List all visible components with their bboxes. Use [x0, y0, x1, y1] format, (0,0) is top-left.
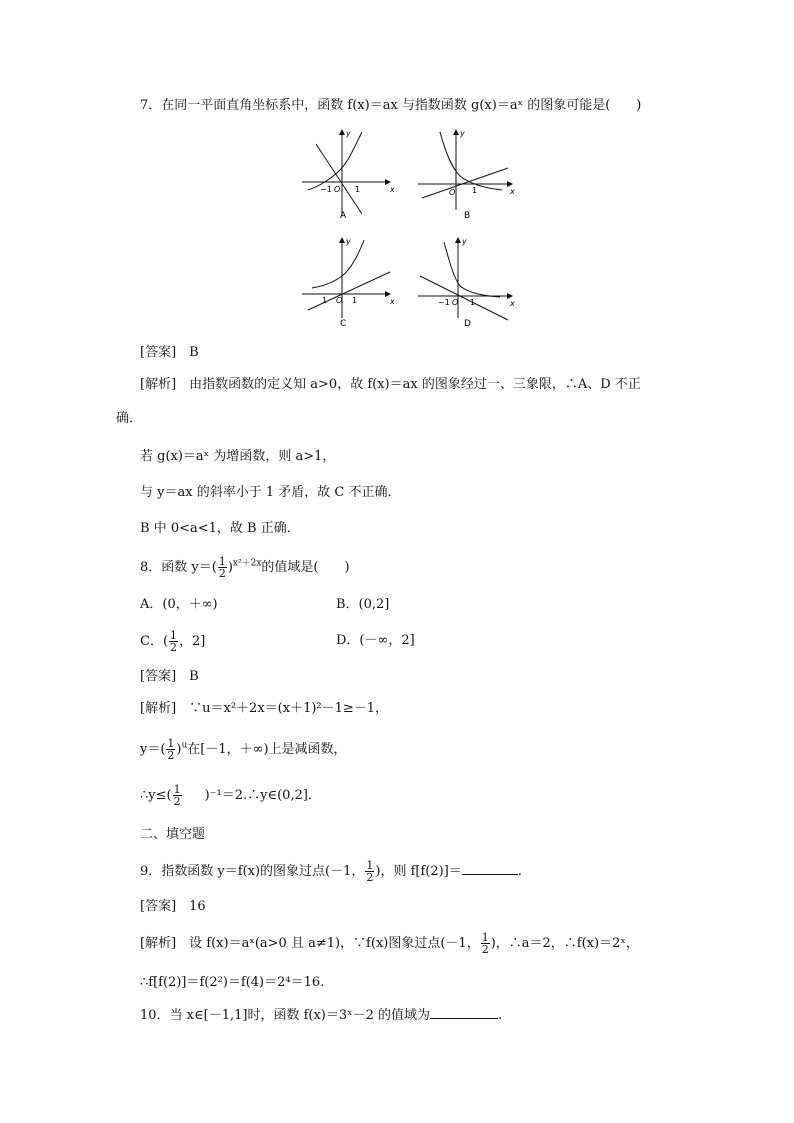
- graph-b: [416, 126, 520, 222]
- q8-analysis-3-num: 1: [173, 783, 181, 796]
- graph-b-tick-1: 1: [472, 186, 478, 195]
- q9-stem-post: )，则 f[f(2)]＝: [375, 864, 462, 879]
- graph-b-x-label: x: [510, 187, 515, 196]
- graph-a: [300, 126, 400, 222]
- q9-stem: [140, 860, 522, 883]
- q9-analysis-1-pre: [解析] 设 f(x)＝aˣ(a>0 且 a≠1)，∵f(x)图象过点(－1，: [140, 936, 480, 951]
- q8-option-a: A．(0，＋∞): [140, 597, 218, 612]
- q9-fraction: [365, 860, 374, 883]
- graph-b-label: B: [464, 211, 471, 221]
- q8-stem: 8．函数 y＝( $\frac{1}{2}$ )$^{x^2+2x}$的值域是( ): [140, 555, 350, 580]
- q8-stem-pre: 8．函数 y＝(: [140, 560, 217, 575]
- graph-b-y-label: y: [460, 129, 465, 138]
- q8-analysis-3-fraction: [173, 784, 182, 807]
- q7-analysis-1: [解析] 由指数函数的定义知 a>0，故 f(x)＝ax 的图象经过一、三象限，∴A、D 不正: [140, 377, 641, 392]
- q8-frac-den: 2: [218, 567, 226, 580]
- graph-a-x-label: x: [390, 185, 395, 194]
- q8-analysis-2-exp: u: [181, 740, 188, 751]
- q9-analysis-1: [140, 932, 639, 955]
- graph-c-origin: O: [336, 296, 343, 305]
- graph-d-tick-neg1: −1: [438, 298, 450, 307]
- q8-analysis-2-pre: y＝(: [140, 742, 166, 757]
- section-title-fill-in: 二、填空题: [140, 827, 206, 842]
- graph-a-label: A: [340, 211, 347, 221]
- q9-answer-blank[interactable]: [462, 862, 518, 875]
- q10-stem-text: 10．当 x∈[－1,1]时，函数 f(x)＝3ˣ－2 的值域为: [140, 1008, 431, 1023]
- q9-frac-num: 1: [366, 859, 374, 872]
- graph-a-origin: O: [334, 185, 341, 194]
- graph-c-tick-neg: 1: [322, 296, 328, 305]
- q8-analysis-1: [解析] ∵u＝x²＋2x＝(x＋1)²－1≥－1，: [140, 701, 389, 716]
- graph-d-tick-1: 1: [470, 298, 476, 307]
- q7-answer: [答案] B: [140, 345, 199, 360]
- q8-option-b: B．(0,2]: [336, 597, 390, 612]
- q7-analysis-5: B 中 0<a<1，故 B 正确．: [140, 521, 300, 536]
- q10-stem-end: .: [498, 1008, 503, 1023]
- q8-analysis-3: [140, 784, 321, 807]
- graph-d-y-label: y: [462, 237, 467, 246]
- q8-fraction: [218, 556, 227, 579]
- q8-option-c-pre: C．(: [140, 634, 169, 649]
- q8-option-c: [140, 630, 205, 653]
- q9-stem-pre: 9．指数函数 y＝f(x)的图象过点(－1，: [140, 864, 365, 879]
- q8-exponent: x²＋2x: [232, 558, 262, 569]
- q9-answer: [答案] 16: [140, 899, 206, 914]
- q8-analysis-2-fraction: [166, 738, 175, 761]
- q8-option-c-den: 2: [170, 641, 178, 654]
- q8-answer: [答案] B: [140, 669, 199, 684]
- graph-d-origin: O: [452, 298, 459, 307]
- q8-analysis-2-den: 2: [167, 749, 175, 762]
- graph-d: [416, 234, 520, 330]
- q8-stem-post: 的值域是( ): [261, 560, 350, 575]
- q7-analysis-3: 若 g(x)＝aˣ 为增函数，则 a>1，: [140, 449, 336, 464]
- q8-frac-num: 1: [218, 555, 226, 568]
- q8-option-c-fraction: [169, 630, 178, 653]
- q8-analysis-3-post: )⁻¹＝2.∴y∈(0,2]．: [204, 788, 321, 803]
- q10-stem: [140, 1006, 502, 1025]
- q8-analysis-2: y＝( $\frac{1}{2}$ )$^u$在[－1，＋∞)上是减函数，: [140, 737, 347, 762]
- q9-frac-den: 2: [366, 871, 374, 884]
- q8-analysis-3-pre: ∴y≤(: [140, 788, 172, 803]
- q8-analysis-3-den: 2: [173, 795, 181, 808]
- graph-a-tick-1: 1: [355, 185, 361, 194]
- q7-stem: 7．在同一平面直角坐标系中，函数 f(x)＝ax 与指数函数 g(x)＝aˣ 的图象可能是( ): [140, 98, 642, 113]
- q9-analysis-2: ∴f[f(2)]＝f(2²)＝f(4)＝2⁴＝16.: [140, 975, 325, 990]
- graph-b-origin: O: [449, 188, 456, 197]
- q8-analysis-2-post: 在[－1，＋∞)上是减函数，: [187, 742, 347, 757]
- q10-answer-blank[interactable]: [430, 1006, 498, 1019]
- graph-a-tick-neg1: −1: [320, 185, 332, 194]
- graph-c-tick-1: 1: [352, 296, 358, 305]
- q9-analysis-num: 1: [481, 931, 489, 944]
- q8-option-c-num: 1: [170, 629, 178, 642]
- q8-option-d: D．(－∞，2]: [336, 633, 415, 648]
- q9-stem-end: .: [517, 864, 522, 879]
- graph-c-y-label: y: [346, 237, 351, 246]
- graph-c-x-label: x: [390, 297, 395, 306]
- graph-a-y-label: y: [346, 129, 351, 138]
- graph-d-label: D: [464, 319, 471, 329]
- q8-option-c-post: ，2]: [179, 634, 206, 649]
- q9-analysis-1-post: )，∴a＝2，∴f(x)＝2ˣ，: [490, 936, 639, 951]
- q7-analysis-2: 确．: [116, 411, 143, 426]
- q9-analysis-fraction: [481, 932, 490, 955]
- q7-analysis-4: 与 y＝ax 的斜率小于 1 矛盾，故 C 不正确．: [140, 485, 401, 500]
- graph-c: [300, 234, 400, 330]
- graph-d-x-label: x: [510, 299, 515, 308]
- graph-c-label: C: [340, 319, 347, 329]
- q8-analysis-2-num: 1: [167, 737, 175, 750]
- q9-analysis-den: 2: [481, 943, 489, 956]
